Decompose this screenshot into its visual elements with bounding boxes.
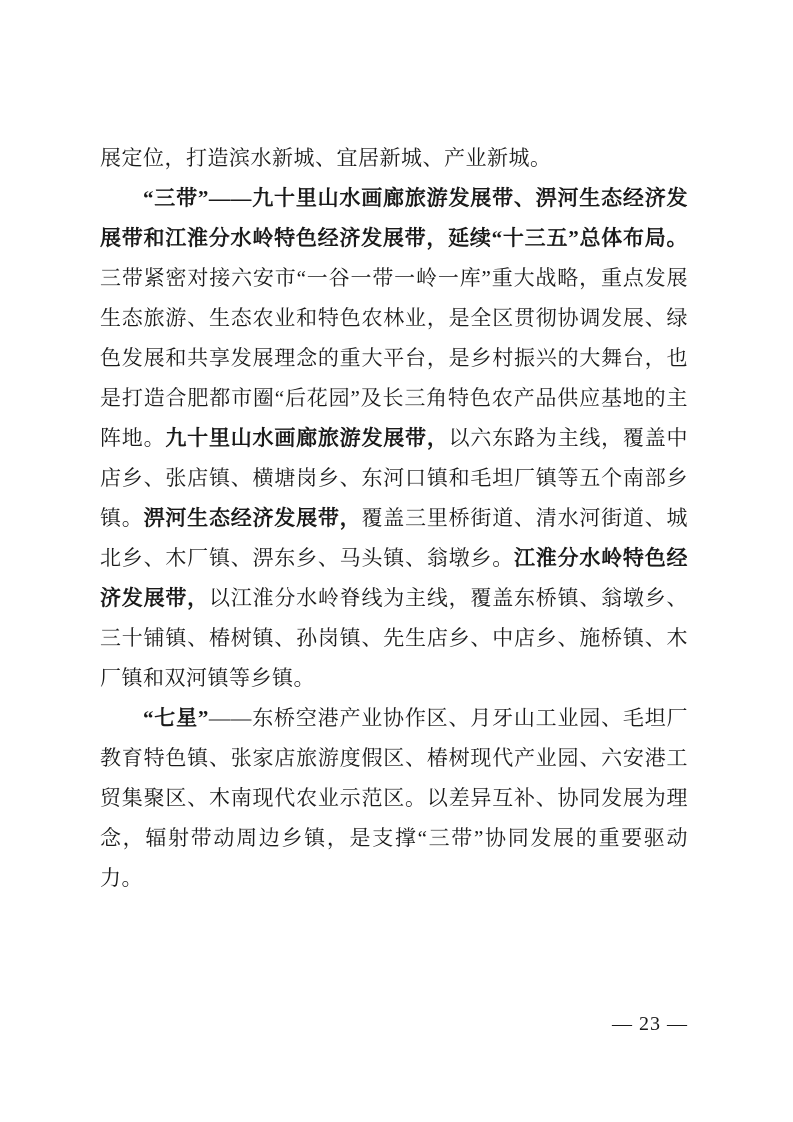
body-text: 三带紧密对接六安市“一谷一带一岭一库”重大战略，重点发展生态旅游、生态农业和特色农林业，是全区贯彻协调发展、绿色发展和共享发展理念的重大平台，是乡村振兴的大舞台，也是打造合肥都市圈“后花园”及长三角特色农产品供应基地的主阵地。	[100, 266, 688, 450]
paragraph	[100, 698, 688, 898]
emphasis-text: “三带”——九十里山水画廊旅游发展带、淠河生态经济发展带和江淮分水岭特色经济发展带，延续“十三五”总体布局。	[100, 186, 688, 250]
page-number: — 23 —	[612, 1013, 688, 1035]
body-text: 覆盖三里桥街道、清水河街道、城北乡、木厂镇、淠东乡、马头镇、翁墩乡。	[100, 506, 689, 570]
emphasis-text: 淠河生态经济发展带，	[143, 506, 362, 530]
body-text: 以江淮分水岭脊线为主线，覆盖东桥镇、翁墩乡、三十铺镇、椿树镇、孙岗镇、先生店乡、中店乡、施桥镇、木厂镇和双河镇等乡镇。	[100, 586, 689, 690]
body-text: 以六东路为主线，覆盖中店乡、张店镇、横塘岗乡、东河口镇和毛坦厂镇等五个南部乡镇。	[100, 426, 689, 530]
emphasis-text: “七星”	[143, 706, 209, 730]
document-body	[100, 138, 688, 898]
paragraph	[100, 138, 688, 178]
body-text: ——东桥空港产业协作区、月牙山工业园、毛坦厂教育特色镇、张家店旅游度假区、椿树现代产业园、六安港工贸集聚区、木南现代农业示范区。以差异互补、协同发展为理念，辐射带动周边乡镇，是支撑“三带”协同发展的重要驱动力。	[100, 706, 689, 890]
page-footer	[100, 1013, 688, 1036]
emphasis-text: 九十里山水画廊旅游发展带，	[165, 426, 449, 450]
paragraph	[100, 178, 688, 698]
body-text: 展定位，打造滨水新城、宜居新城、产业新城。	[100, 146, 552, 170]
emphasis-text: 江淮分水岭特色经济发展带，	[100, 546, 689, 610]
